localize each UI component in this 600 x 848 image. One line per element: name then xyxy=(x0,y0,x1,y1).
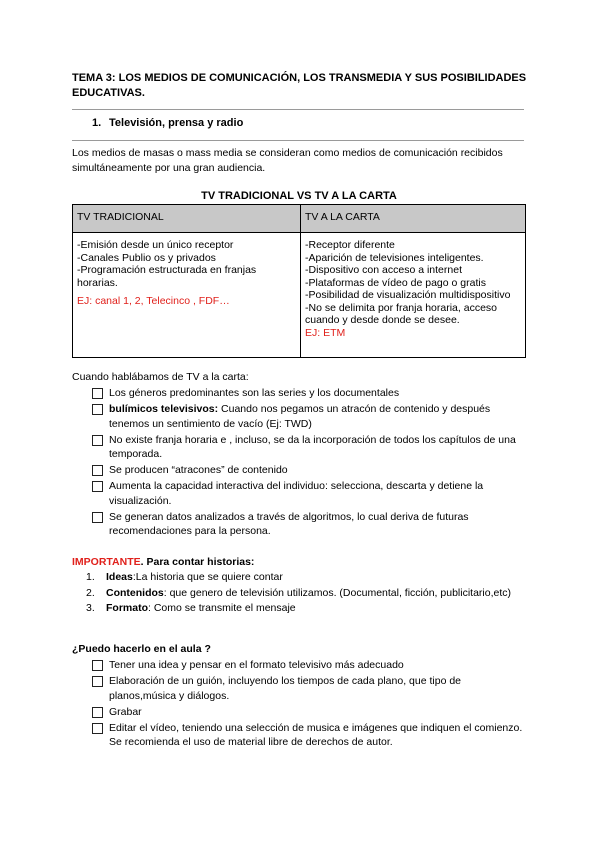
divider-top xyxy=(72,109,524,110)
table-header-traditional: TV TRADICIONAL xyxy=(73,205,301,233)
checkbox[interactable] xyxy=(92,481,103,492)
checkbox[interactable] xyxy=(92,388,103,399)
list-item: Tener una idea y pensar en el formato televisivo más adecuado xyxy=(92,658,528,673)
list-item: No existe franja horaria e , incluso, se da la incorporación de todos los capítulos de una temporada. xyxy=(92,433,528,462)
table-line: -Plataformas de vídeo de pago o gratis xyxy=(305,276,486,289)
list-item: Aumenta la capacidad interactiva del individuo: selecciona, descarta y detiene la visualización. xyxy=(92,479,528,508)
aula-checklist xyxy=(92,658,528,751)
list-item: bulímicos televisivos: Cuando nos pegamos un atracón de contenido y después tenemos un sentimiento de vacío (Ej: TWD) xyxy=(92,402,528,431)
checkbox[interactable] xyxy=(92,676,103,687)
checkbox[interactable] xyxy=(92,723,103,734)
aula-heading: ¿Puedo hacerlo en el aula ? xyxy=(72,643,211,655)
table-line: -Aparición de televisiones inteligentes. xyxy=(305,251,484,264)
checkbox[interactable] xyxy=(92,707,103,718)
table-cell-carta xyxy=(301,233,526,358)
comparison-table xyxy=(72,204,526,358)
table-line: -Posibilidad de visualización multidispositivo xyxy=(305,289,511,301)
checkbox[interactable] xyxy=(92,404,103,415)
list-item: 1. Ideas:La historia que se quiere contar xyxy=(86,571,283,583)
importante-label: IMPORTANTE xyxy=(72,556,141,568)
table-example: EJ: canal 1, 2, Telecinco , FDF… xyxy=(77,295,230,307)
checkbox[interactable] xyxy=(92,465,103,476)
table-line: -Canales Publio os y privados xyxy=(77,251,216,264)
section-title: Televisión, prensa y radio xyxy=(109,117,244,129)
divider-section xyxy=(72,140,524,141)
section-number: 1. xyxy=(92,117,102,129)
table-line: -No se delimita por franja horaria, acceso cuando y desde donde se desee. xyxy=(305,301,498,326)
table-header-carta: TV A LA CARTA xyxy=(301,205,526,233)
importante-heading: IMPORTANTE. Para contar historias: xyxy=(72,556,255,568)
list-item: Se producen “atracones” de contenido xyxy=(92,463,528,478)
section-heading-1 xyxy=(92,117,243,129)
intro-paragraph: Los medios de masas o mass media se consideran como medios de comunicación recibidos simultáneamente por una gran audiencia. xyxy=(72,147,503,174)
table-caption: TV TRADICIONAL VS TV A LA CARTA xyxy=(201,190,397,202)
table-example: EJ: ETM xyxy=(305,326,346,339)
list-item: 3. Formato: Como se transmite el mensaje xyxy=(86,602,296,614)
carta-lead: Cuando hablábamos de TV a la carta: xyxy=(72,371,249,383)
list-item: Los géneros predominantes son las series y los documentales xyxy=(92,386,528,401)
table-line: -Receptor diferente xyxy=(305,239,395,251)
table-line: -Emisión desde un único receptor xyxy=(77,239,234,251)
checkbox[interactable] xyxy=(92,435,103,446)
list-item: Se generan datos analizados a través de algoritmos, lo cual deriva de futuras recomendaciones para la persona. xyxy=(92,510,528,539)
table-cell-traditional xyxy=(73,233,301,358)
storytelling-list xyxy=(86,570,526,617)
table-line: -Dispositivo con acceso a internet xyxy=(305,264,462,276)
carta-checklist xyxy=(92,386,528,540)
table-line: -Programación estructurada en franjas horarias. xyxy=(77,264,257,289)
checkbox[interactable] xyxy=(92,512,103,523)
document-title: TEMA 3: LOS MEDIOS DE COMUNICACIÓN, LOS TRANSMEDIA Y SUS POSIBILIDADES EDUCATIVAS. xyxy=(72,72,527,99)
list-item: Elaboración de un guión, incluyendo los tiempos de cada plano, que tipo de planos,música y diálogos. xyxy=(92,674,528,703)
list-item: 2. Contenidos: que genero de televisión utilizamos. (Documental, ficción, publicitario,etc) xyxy=(86,586,512,599)
checkbox[interactable] xyxy=(92,660,103,671)
list-item: Editar el vídeo, teniendo una selección de musica e imágenes que indiquen el comienzo. Se recomienda el uso de material libre de derechos de autor. xyxy=(92,721,528,750)
list-item: Grabar xyxy=(92,705,528,720)
